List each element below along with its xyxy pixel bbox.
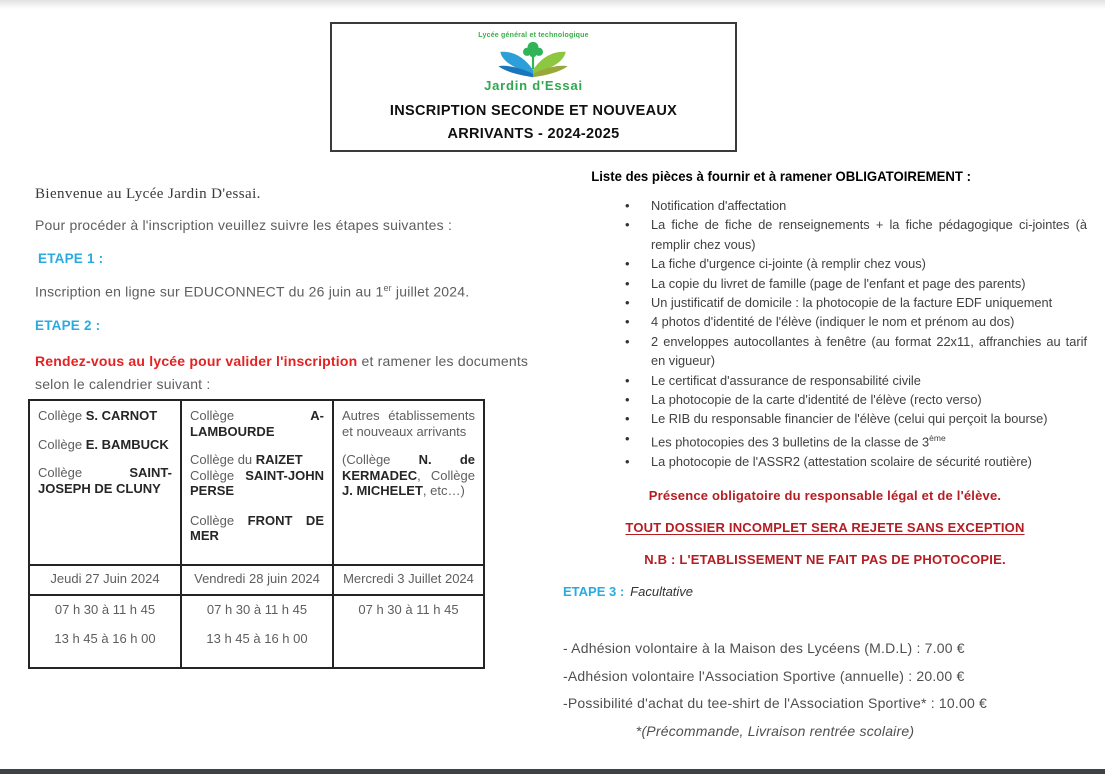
school-entry: Collège du RAIZET: [190, 452, 303, 467]
list-item: • Notification d'affectation: [651, 196, 1087, 215]
list-item: • La photocopie de l'ASSR2 (attestation scolaire de sécurité routière): [651, 452, 1087, 471]
school-entry: Collège A-LAMBOURDE: [190, 408, 324, 439]
warning-incomplete-file: TOUT DOSSIER INCOMPLET SERA REJETE SANS EXCEPTION: [625, 519, 1025, 535]
document-title: [390, 100, 677, 146]
logo-school-name: Jardin d'Essai: [484, 78, 583, 93]
intro-text: Pour procéder à l'inscription veuillez suivre les étapes suivantes :: [35, 217, 453, 233]
fee-line-mdl: - Adhésion volontaire à la Maison des Lycéens (M.D.L) : 7.00 €: [563, 640, 965, 656]
list-item: • Le RIB du responsable financier de l'élève (celui qui perçoit la bourse): [651, 409, 1087, 428]
etape2-highlight: Rendez-vous au lycée pour valider l'inscription: [35, 352, 358, 369]
superscript-eme: ème: [929, 432, 946, 443]
list-item: • Les photocopies des 3 bulletins de la classe de 3ème: [651, 429, 1087, 452]
fee-line-sport-association: -Adhésion volontaire l'Association Sportive (annuelle) : 20.00 €: [563, 667, 965, 684]
page-top-shadow: [0, 0, 1105, 9]
list-item: • La fiche de fiche de renseignements + la fiche pédagogique ci-jointes (à remplir chez vous): [651, 215, 1087, 254]
welcome-text: Bienvenue au Lycée Jardin D'essai.: [35, 186, 261, 202]
etape3-row: [563, 584, 1087, 599]
list-item: • La photocopie de la carte d'identité de l'élève (recto verso): [651, 390, 1087, 409]
school-entry: Collège S. CARNOT: [38, 408, 158, 423]
left-column: [35, 186, 559, 396]
etape3-label: ETAPE 3 :: [563, 583, 625, 599]
school-entry: Collège E. BAMBUCK: [38, 436, 169, 452]
schedule-table: [28, 399, 485, 669]
table-row-dates: [29, 565, 484, 595]
required-documents-list: [563, 196, 1087, 471]
etape2-label: ETAPE 2 :: [35, 317, 101, 333]
other-schools-intro: Autres établissements et nouveaux arrivants: [342, 408, 475, 439]
schools-cell-3: [333, 400, 484, 565]
document-title-line2: ARRIVANTS - 2024-2025: [447, 126, 620, 142]
warning-presence: Présence obligatoire du responsable légal et de l'élève.: [648, 487, 1002, 503]
date-cell: Mercredi 3 Juillet 2024: [333, 565, 484, 595]
school-logo: [478, 32, 588, 93]
warning-no-photocopy: N.B : L'ETABLISSEMENT NE FAIT PAS DE PHOTOCOPIE.: [644, 551, 1006, 567]
other-schools-detail: (Collège N. de KERMADEC, Collège J. MICHELET, etc…): [342, 452, 475, 498]
list-item: • 2 enveloppes autocollantes à fenêtre (au format 22x11, affranchies au tarif en vigueur): [651, 332, 1087, 371]
open-book-tree-icon: [490, 40, 576, 80]
list-item: • Le certificat d'assurance de responsabilité civile: [651, 371, 1087, 390]
superscript-er: er: [383, 283, 392, 293]
list-item: • Un justificatif de domicile : la photocopie de la facture EDF uniquement: [651, 293, 1087, 312]
date-cell: Vendredi 28 juin 2024: [181, 565, 333, 595]
fee-note: *(Précommande, Livraison rentrée scolaire): [635, 722, 915, 739]
table-row-schools: [29, 400, 484, 565]
fees-section: [563, 641, 1087, 751]
etape2-text: Rendez-vous au lycée pour valider l'inscription et ramener les documents selon le calendrier suivant :: [35, 352, 529, 392]
schools-cell-1: [29, 400, 181, 565]
list-item: • La fiche d'urgence ci-jointe (à remplir chez vous): [651, 254, 1087, 273]
school-entry: Collège SAINT-JOHN PERSE: [190, 467, 324, 498]
page-bottom-divider: [0, 769, 1105, 774]
etape1-label: ETAPE 1 :: [38, 251, 104, 266]
school-entry: Collège SAINT-JOSEPH DE CLUNY: [38, 465, 172, 496]
checklist-heading: Liste des pièces à fournir et à ramener OBLIGATOIREMENT :: [591, 168, 971, 184]
etape3-value: Facultative: [630, 583, 694, 599]
time-cell: 07 h 30 à 11 h 45: [333, 595, 484, 668]
fee-line-tee-shirt: -Possibilité d'achat du tee-shirt de l'Association Sportive* : 10.00 €: [563, 695, 988, 711]
etape1-text: Inscription en ligne sur EDUCONNECT du 26 juin au 1er juillet 2024.: [35, 283, 470, 300]
header-box: [330, 22, 737, 152]
logo-tagline: Lycée général et technologique: [478, 32, 589, 39]
date-cell: Jeudi 27 Juin 2024: [29, 565, 181, 595]
table-row-times: [29, 595, 484, 668]
schools-cell-2: [181, 400, 333, 565]
document-title-line1: INSCRIPTION SECONDE ET NOUVEAUX: [389, 103, 678, 119]
time-cell: 07 h 30 à 11 h 45 13 h 45 à 16 h 00: [29, 595, 181, 668]
list-item: • 4 photos d'identité de l'élève (indiquer le nom et prénom au dos): [651, 312, 1087, 331]
right-column: [563, 168, 1087, 599]
list-item: • La copie du livret de famille (page de l'enfant et page des parents): [651, 274, 1087, 293]
time-cell: 07 h 30 à 11 h 45 13 h 45 à 16 h 00: [181, 595, 333, 668]
school-entry: Collège FRONT DE MER: [190, 512, 324, 543]
